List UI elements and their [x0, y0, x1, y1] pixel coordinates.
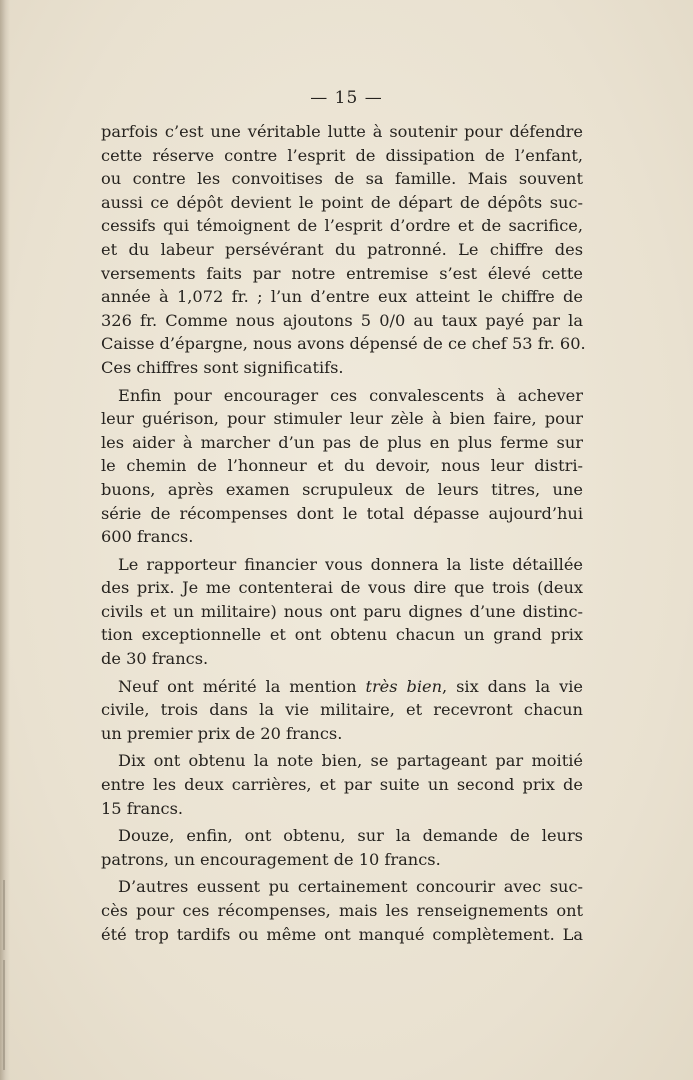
text-line: ou contre les convoitises de sa famille. Mais souvent: [101, 169, 583, 189]
text-line: patrons, un encouragement de 10 francs.: [101, 849, 441, 869]
text-line: versements faits par notre entremise s’est élevé cette: [101, 263, 583, 283]
text-line: Dix ont obtenu la note bien, se partageant par moitié: [118, 751, 583, 771]
paragraph: [101, 120, 586, 380]
binding-shadow: [0, 0, 10, 1080]
paragraph: [101, 749, 583, 820]
text-line: aussi ce dépôt devient le point de départ de dépôts suc-: [101, 192, 583, 212]
text-line: année à 1,072 fr. ; l’un d’entre eux atteint le chiffre de: [101, 287, 583, 307]
text-line: Caisse d’épargne, nous avons dépensé de ce chef 53 fr. 60.: [101, 334, 586, 354]
text-line: des prix. Je me contenterai de vous dire que trois (deux: [101, 578, 583, 598]
text-line: buons, après examen scrupuleux de leurs titres, une: [101, 479, 583, 499]
text-line: été trop tardifs ou même ont manqué complètement. La: [101, 924, 583, 944]
text-line: cessifs qui témoignent de l’esprit d’ordre et de sacrifice,: [101, 216, 583, 236]
text-run: Neuf ont mérité la mention: [118, 676, 366, 696]
text-line: Ces chiffres sont significatifs.: [101, 357, 344, 377]
body-text: [101, 120, 586, 950]
text-line: leur guérison, pour stimuler leur zèle à bien faire, pour: [101, 409, 583, 429]
text-line: Le rapporteur financier vous donnera la liste détaillée: [118, 554, 583, 574]
text-line: 15 francs.: [101, 798, 184, 818]
text-line: 326 fr. Comme nous ajoutons 5 0/0 au taux payé par la: [101, 310, 583, 330]
text-line: 600 francs.: [101, 527, 194, 547]
text-line: entre les deux carrières, et par suite un second prix de: [101, 775, 583, 795]
text-line: Enfin pour encourager ces convalescents à achever: [118, 385, 583, 405]
text-line: série de récompenses dont le total dépasse aujourd’hui: [101, 503, 583, 523]
italic-text: très bien: [365, 676, 443, 696]
text-line: tion exceptionnelle et ont obtenu chacun un grand prix: [101, 625, 583, 645]
text-line: D’autres eussent pu certainement concourir avec suc-: [118, 877, 583, 897]
text-line: [101, 675, 583, 699]
paragraph: [101, 824, 583, 871]
text-line: civile, trois dans la vie militaire, et recevront chacun: [101, 700, 583, 720]
text-line: Douze, enfin, ont obtenu, sur la demande de leurs: [118, 826, 583, 846]
text-line: civils et un militaire) nous ont paru dignes d’une distinc-: [101, 601, 583, 621]
text-line: cès pour ces récompenses, mais les renseignements ont: [101, 901, 583, 920]
text-line: cette réserve contre l’esprit de dissipation de l’enfant,: [101, 145, 583, 165]
paragraph: [101, 384, 583, 549]
edge-mark: [3, 960, 5, 1070]
text-line: parfois c’est une véritable lutte à soutenir pour défendre: [101, 122, 583, 141]
paragraph: [101, 553, 583, 671]
edge-mark: [3, 880, 5, 950]
text-run: , six dans la vie: [442, 676, 583, 696]
text-line: un premier prix de 20 francs.: [101, 723, 343, 743]
text-line: les aider à marcher d’un pas de plus en plus ferme sur: [101, 432, 583, 452]
text-line: et du labeur persévérant du patronné. Le chiffre des: [101, 239, 583, 259]
text-line: de 30 francs.: [101, 649, 209, 669]
paragraph: [101, 875, 583, 946]
page-number: — 15 —: [310, 88, 383, 108]
paragraph: [101, 675, 583, 746]
text-line: le chemin de l’honneur et du devoir, nous leur distri-: [101, 456, 583, 476]
